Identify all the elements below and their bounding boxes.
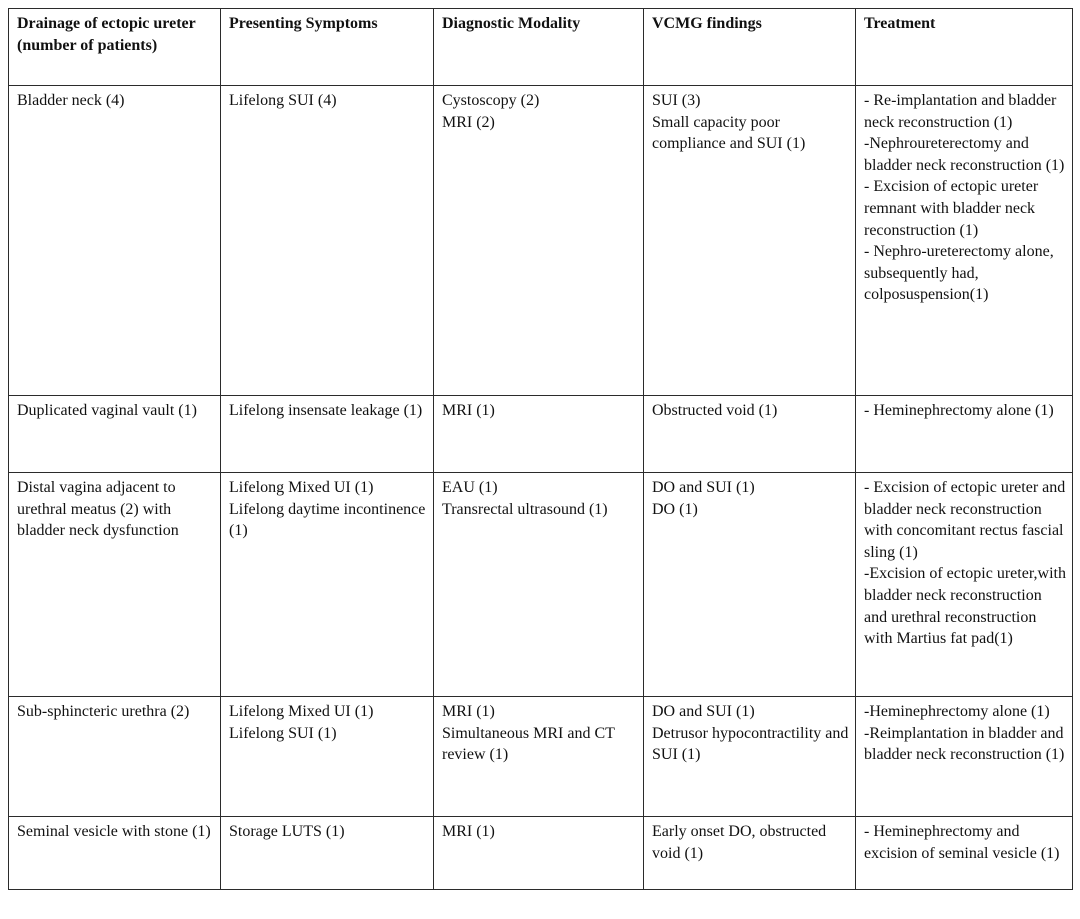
diagnostic-text: EAU (1) bbox=[442, 479, 498, 496]
treatment-cell bbox=[856, 697, 1073, 817]
diagnostic-cell bbox=[434, 817, 644, 890]
diagnostic-text: Cystoscopy (2) bbox=[442, 92, 540, 109]
diagnostic-text: Transrectal ultrasound (1) bbox=[442, 500, 608, 518]
diagnostic-text: MRI (1) bbox=[442, 402, 495, 419]
symptoms-cell bbox=[221, 817, 434, 890]
symptoms-cell bbox=[221, 86, 434, 396]
drainage-cell bbox=[9, 86, 221, 396]
treatment-text: -Reimplantation in bladder and bladder neck reconstruction (1) bbox=[864, 724, 1065, 764]
symptoms-cell bbox=[221, 396, 434, 473]
treatment-text: - Re-implantation and bladder neck reconstruction (1) bbox=[864, 92, 1057, 131]
symptom-text: Lifelong daytime incontinence (1) bbox=[229, 500, 426, 540]
treatment-text: -Nephroureterectomy and bladder neck reconstruction (1) bbox=[864, 135, 1065, 174]
symptom-text: Storage LUTS (1) bbox=[229, 823, 345, 840]
vcmg-text: DO and SUI (1) bbox=[652, 703, 755, 720]
header-diagnostic-modality: Diagnostic Modality bbox=[434, 9, 644, 86]
diagnostic-text: MRI (1) bbox=[442, 703, 495, 720]
vcmg-text: DO and SUI (1) bbox=[652, 479, 755, 496]
header-drainage: Drainage of ectopic ureter (number of patients) bbox=[9, 9, 221, 86]
treatment-cell bbox=[856, 86, 1073, 396]
header-treatment: Treatment bbox=[856, 9, 1073, 86]
treatment-text: -Excision of ectopic ureter,with bladder neck reconstruction and urethral reconstruction with Martius fat pad(1) bbox=[864, 565, 1066, 648]
vcmg-text: Detrusor hypocontractility and SUI (1) bbox=[652, 724, 849, 764]
vcmg-cell bbox=[644, 86, 856, 396]
drainage-text: Sub-sphincteric urethra (2) bbox=[17, 703, 190, 720]
symptom-text: Lifelong insensate leakage (1) bbox=[229, 402, 423, 419]
drainage-cell bbox=[9, 697, 221, 817]
drainage-text: Duplicated vaginal vault (1) bbox=[17, 402, 197, 419]
vcmg-text: DO (1) bbox=[652, 500, 698, 518]
drainage-text: Bladder neck (4) bbox=[17, 92, 125, 109]
header-presenting-symptoms: Presenting Symptoms bbox=[221, 9, 434, 86]
vcmg-text: SUI (3) bbox=[652, 92, 701, 109]
treatment-cell bbox=[856, 473, 1073, 697]
symptom-text: Lifelong Mixed UI (1) bbox=[229, 479, 374, 496]
vcmg-cell bbox=[644, 473, 856, 697]
treatment-text: - Excision of ectopic ureter and bladder neck reconstruction with concomitant rectus fascial sling (1) bbox=[864, 479, 1066, 561]
diagnostic-text: MRI (1) bbox=[442, 823, 495, 840]
vcmg-text: Small capacity poor compliance and SUI (1) bbox=[652, 113, 806, 153]
treatment-text: - Excision of ectopic ureter remnant with bladder neck reconstruction (1) bbox=[864, 178, 1039, 239]
table-row bbox=[9, 817, 1073, 890]
diagnostic-cell bbox=[434, 396, 644, 473]
diagnostic-cell bbox=[434, 86, 644, 396]
treatment-cell bbox=[856, 817, 1073, 890]
drainage-cell bbox=[9, 396, 221, 473]
table-row bbox=[9, 86, 1073, 396]
drainage-text: Seminal vesicle with stone (1) bbox=[17, 823, 211, 840]
symptom-text: Lifelong SUI (4) bbox=[229, 92, 337, 109]
symptom-text: Lifelong Mixed UI (1) bbox=[229, 703, 374, 720]
ectopic-ureter-table bbox=[8, 8, 1073, 890]
treatment-text: - Nephro-ureterectomy alone, subsequently had, colposuspension(1) bbox=[864, 243, 1054, 304]
table-row bbox=[9, 697, 1073, 817]
symptoms-cell bbox=[221, 697, 434, 817]
treatment-text: - Heminephrectomy and excision of seminal vesicle (1) bbox=[864, 823, 1060, 862]
drainage-text: Distal vagina adjacent to urethral meatus (2) with bladder neck dysfunction bbox=[17, 479, 179, 540]
table-row bbox=[9, 396, 1073, 473]
treatment-cell bbox=[856, 396, 1073, 473]
symptoms-cell bbox=[221, 473, 434, 697]
vcmg-cell bbox=[644, 697, 856, 817]
ectopic-ureter-table-container bbox=[8, 8, 1072, 890]
diagnostic-cell bbox=[434, 697, 644, 817]
diagnostic-text: MRI (2) bbox=[442, 113, 495, 131]
drainage-cell bbox=[9, 817, 221, 890]
table-header-row bbox=[9, 9, 1073, 86]
table-row bbox=[9, 473, 1073, 697]
vcmg-text: Early onset DO, obstructed void (1) bbox=[652, 823, 827, 862]
drainage-cell bbox=[9, 473, 221, 697]
header-vcmg-findings: VCMG findings bbox=[644, 9, 856, 86]
diagnostic-text: Simultaneous MRI and CT review (1) bbox=[442, 724, 615, 764]
vcmg-cell bbox=[644, 817, 856, 890]
vcmg-text: Obstructed void (1) bbox=[652, 402, 778, 419]
treatment-text: -Heminephrectomy alone (1) bbox=[864, 703, 1050, 720]
vcmg-cell bbox=[644, 396, 856, 473]
treatment-text: - Heminephrectomy alone (1) bbox=[864, 402, 1054, 419]
diagnostic-cell bbox=[434, 473, 644, 697]
symptom-text: Lifelong SUI (1) bbox=[229, 724, 337, 742]
